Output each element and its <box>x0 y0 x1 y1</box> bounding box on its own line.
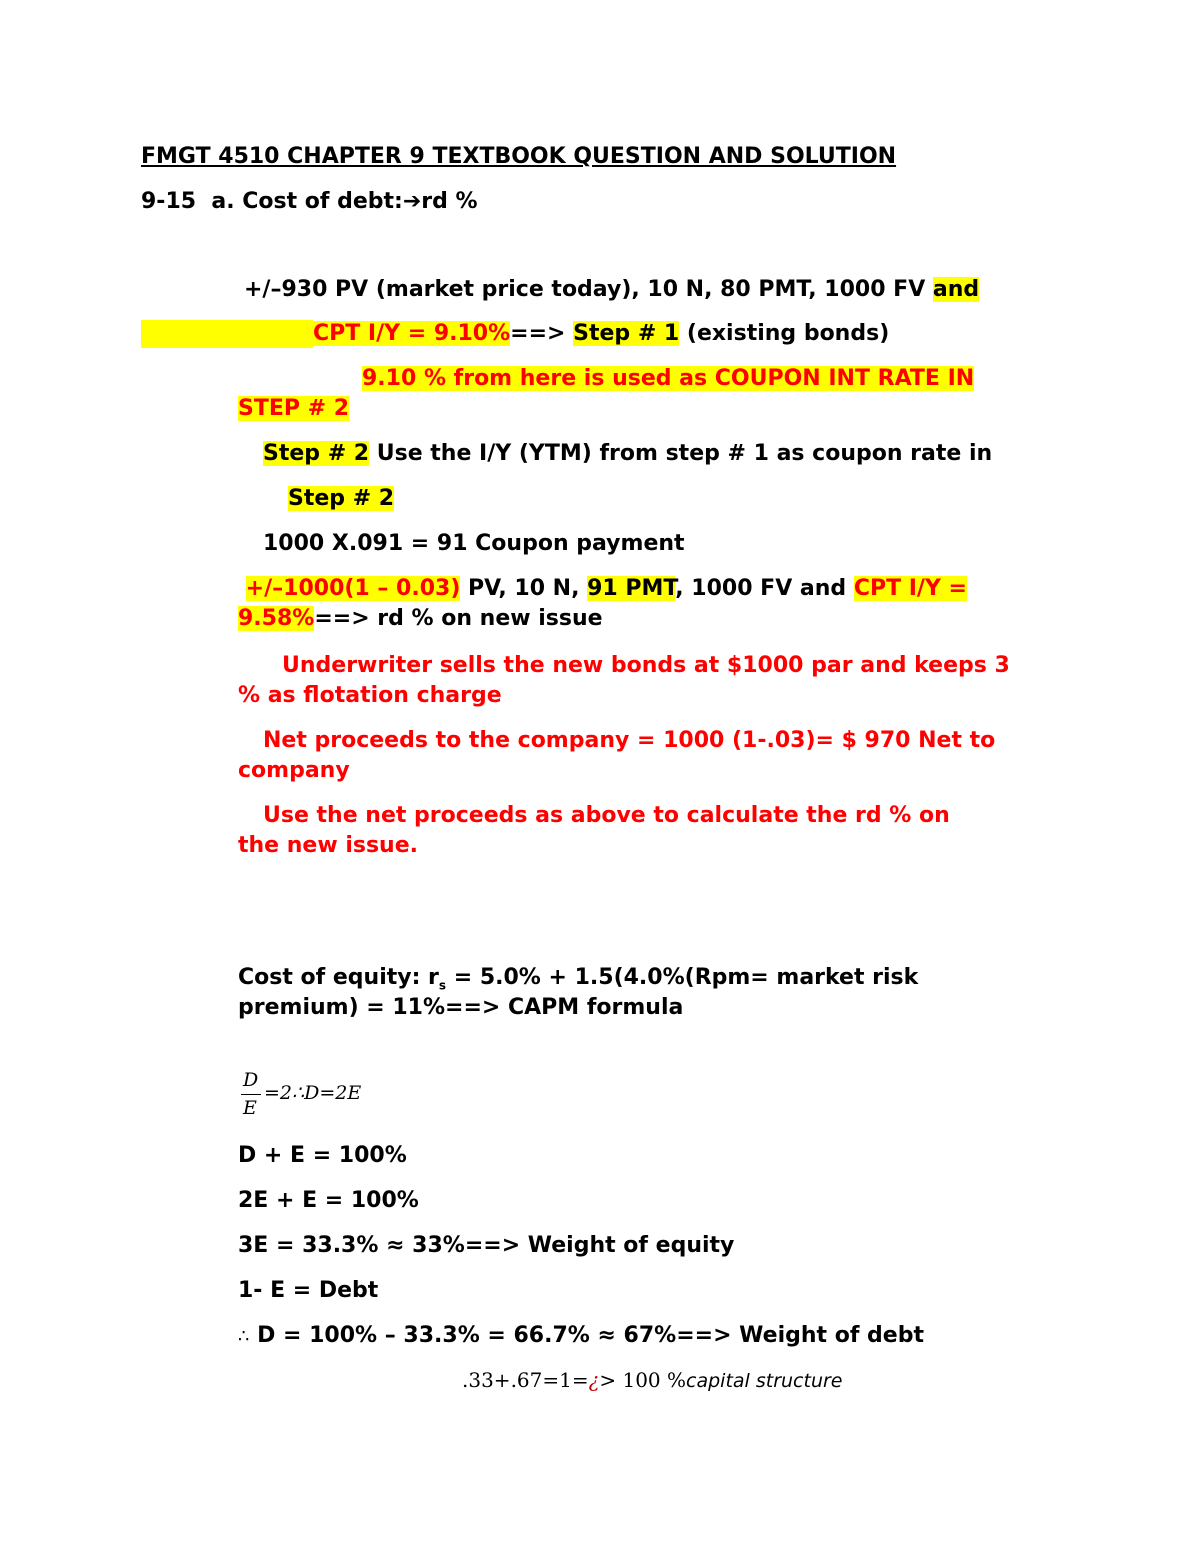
fraction-denominator: E <box>243 1097 257 1119</box>
capital-structure-line: .33+.67=1=¿> 100 %capital structure <box>462 1368 843 1392</box>
step2-text: Use the I/Y (YTM) from step # 1 as coupon rate in <box>369 441 993 466</box>
and-highlight: and <box>932 277 980 302</box>
cpt-line <box>313 319 889 349</box>
weight-line-1: D + E = 100% <box>238 1143 407 1168</box>
inverted-question-icon: ¿ <box>588 1368 600 1392</box>
weight-line-2: 2E + E = 100% <box>238 1188 419 1213</box>
page-title: FMGT 4510 CHAPTER 9 TEXTBOOK QUESTION AND SOLUTION <box>141 144 897 169</box>
step2-label-line: Step # 2 <box>288 486 395 511</box>
new-issue-line2: 9.58%==> rd % on new issue <box>238 606 603 631</box>
pv-line <box>244 275 979 305</box>
net-proceeds-line2: company <box>238 758 350 783</box>
fraction-numerator: D <box>243 1069 259 1091</box>
coupon-payment-line: 1000 X.091 = 91 Coupon payment <box>263 531 685 556</box>
use-net-line2: the new issue. <box>238 833 418 858</box>
weight-line-5: ∴ D = 100% – 33.3% = 66.7% ≈ 67%==> Weight of debt <box>238 1323 924 1348</box>
fraction-rest: =2∴D=2E <box>264 1082 362 1104</box>
weight-line-3: 3E = 33.3% ≈ 33%==> Weight of equity <box>238 1233 735 1258</box>
highlight-band <box>141 320 313 348</box>
new-issue-line1: +/–1000(1 – 0.03) PV, 10 N, 91 PMT, 1000 FV and CPT I/Y = <box>245 576 967 601</box>
coupon-note-line2: STEP # 2 <box>238 396 350 421</box>
underwriter-line2: % as flotation charge <box>238 683 502 708</box>
pv-text: +/–930 PV (market price today), 10 N, 80 PMT, 1000 FV <box>244 277 933 302</box>
step1-label: Step # 1 <box>573 321 680 346</box>
weight-line-4: 1- E = Debt <box>238 1278 379 1303</box>
net-proceeds-line1: Net proceeds to the company = 1000 (1-.03)= $ 970 Net to <box>263 728 996 753</box>
cost-of-equity-line2: premium) = 11%==> CAPM formula <box>238 995 684 1020</box>
cpt-result: CPT I/Y = 9.10% <box>313 321 511 346</box>
step2-line <box>263 439 992 469</box>
step2-label: Step # 2 <box>263 441 370 466</box>
underwriter-line1: Underwriter sells the new bonds at $1000 par and keeps 3 <box>282 653 1010 678</box>
use-net-line1: Use the net proceeds as above to calculate the rd % on <box>263 803 950 828</box>
coupon-note-line1: 9.10 % from here is used as COUPON INT RATE IN <box>362 366 975 391</box>
pmt-value: 91 PMT <box>587 576 676 601</box>
cost-of-equity-line1: Cost of equity: $r_s = 5.0\% + 1.5(4.0\%(Rpm=$ market risk <box>238 965 919 993</box>
question-number: 9-15 <box>141 189 197 214</box>
question-tail: rd % <box>421 189 478 214</box>
arrow-icon: ➔ <box>402 189 422 214</box>
question-line <box>141 187 478 217</box>
cpt-arrow: ==> <box>510 321 574 346</box>
existing-bonds: (existing bonds) <box>679 321 890 346</box>
rd-result: 9.58% <box>238 606 315 631</box>
question-label: a. Cost of debt: <box>211 189 403 214</box>
cpt-label: CPT I/Y = <box>853 576 967 601</box>
pv-value: +/–1000(1 – 0.03) <box>245 576 461 601</box>
fraction-bar <box>241 1094 261 1095</box>
therefore-icon: ∴ <box>238 1326 250 1347</box>
subscript-s: s <box>438 978 447 993</box>
